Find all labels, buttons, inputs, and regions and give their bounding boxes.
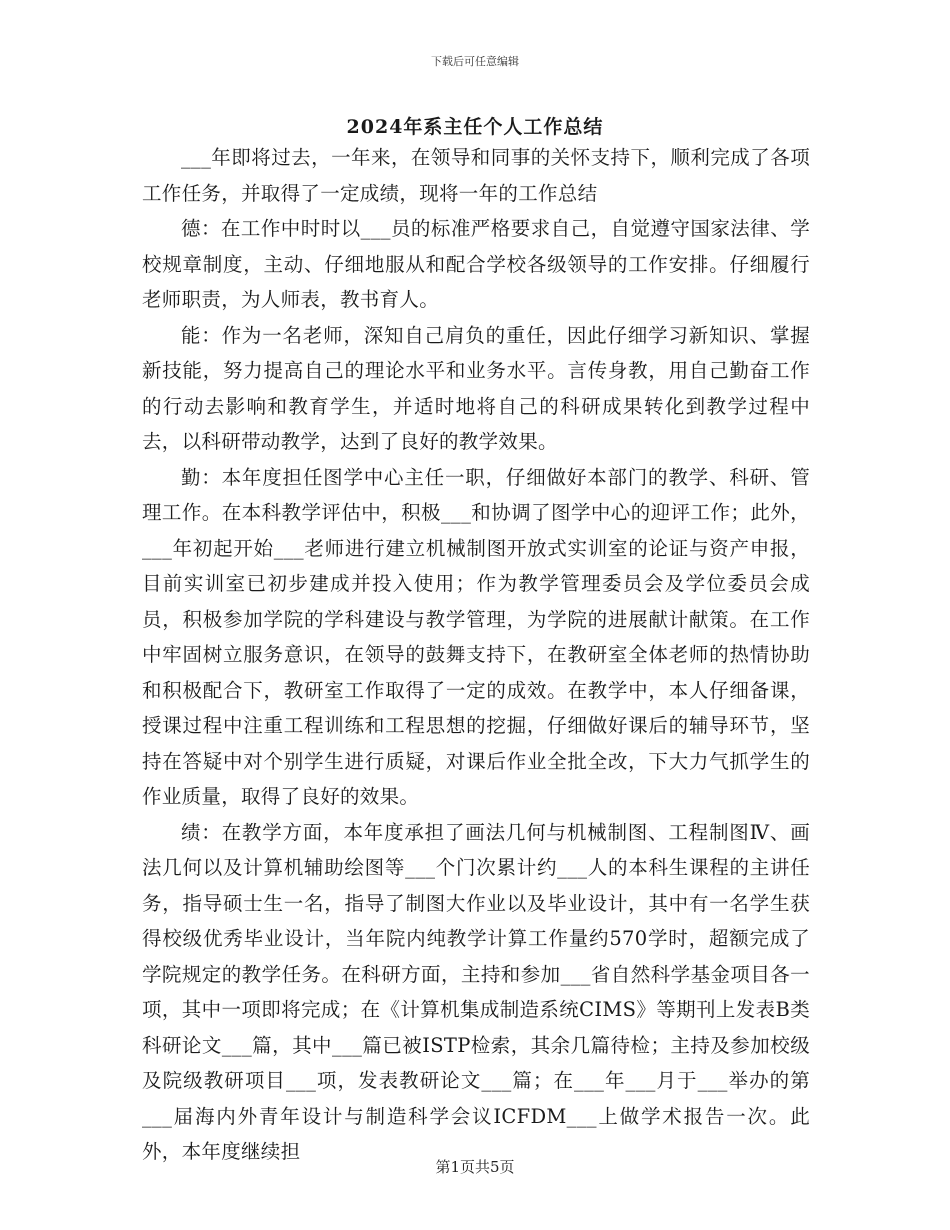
document-body [142,140,810,1170]
paragraph-qin: 勤：本年度担任图学中心主任一职，仔细做好本部门的教学、科研、管理工作。在本科教学评估中，积极___和协调了图学中心的迎评工作；此外，___年初起开始___老师进行建立机械制图开放式实训室的论证与资产申报，目前实训室已初步建成并投入使用；作为教学管理委员会及学位委员会成员，积极参加学院的学科建设与教学管理，为学院的进展献计献策。在工作中牢固树立服务意识，在领导的鼓舞支持下，在教研室全体老师的热情协助和积极配合下，教研室工作取得了一定的成效。在教学中，本人仔细备课，授课过程中注重工程训练和工程思想的挖掘，仔细做好课后的辅导环节，坚持在答疑中对个别学生进行质疑，对课后作业全批全改，下大力气抓学生的作业质量，取得了良好的效果。 [142,465,810,808]
paragraph-neng: 能：作为一名老师，深知自己肩负的重任，因此仔细学习新知识、掌握新技能，努力提高自己的理论水平和业务水平。言传身教，用自己勤奋工作的行动去影响和教育学生，并适时地将自己的科研成果转化到教学过程中去，以科研带动教学，达到了良好的教学效果。 [142,323,810,453]
paragraph-de: 德：在工作中时时以___员的标准严格要求自己，自觉遵守国家法律、学校规章制度，主动、仔细地服从和配合学校各级领导的工作安排。仔细履行老师职责，为人师表，教书育人。 [142,217,810,311]
paragraph-ji: 绩：在教学方面，本年度承担了画法几何与机械制图、工程制图Ⅳ、画法几何以及计算机辅助绘图等___个门次累计约___人的本科生课程的主讲任务，指导硕士生一名，指导了制图大作业以及毕业设计，其中有一名学生获得校级优秀毕业设计，当年院内纯教学计算工作量约570学时，超额完成了学院规定的教学任务。在科研方面，主持和参加___省自然科学基金项目各一项，其中一项即将完成；在《计算机集成制造系统CIMS》等期刊上发表B类科研论文___篇，其中___篇已被ISTP检索，其余几篇待检；主持及参加校级及院级教研项目___项，发表教研论文___篇；在___年___月于___举办的第___届海内外青年设计与制造科学会议ICFDM___上做学术报告一次。此外，本年度继续担 [142,820,810,1163]
page-number-footer: 第1页共5页 [435,1158,515,1176]
paragraph-intro: ___年即将过去，一年来，在领导和同事的关怀支持下，顺利完成了各项工作任务，并取得了一定成绩，现将一年的工作总结 [142,146,810,205]
header-note: 下载后可任意编辑 [431,55,519,68]
document-title: 2024年系主任个人工作总结 [346,116,604,138]
